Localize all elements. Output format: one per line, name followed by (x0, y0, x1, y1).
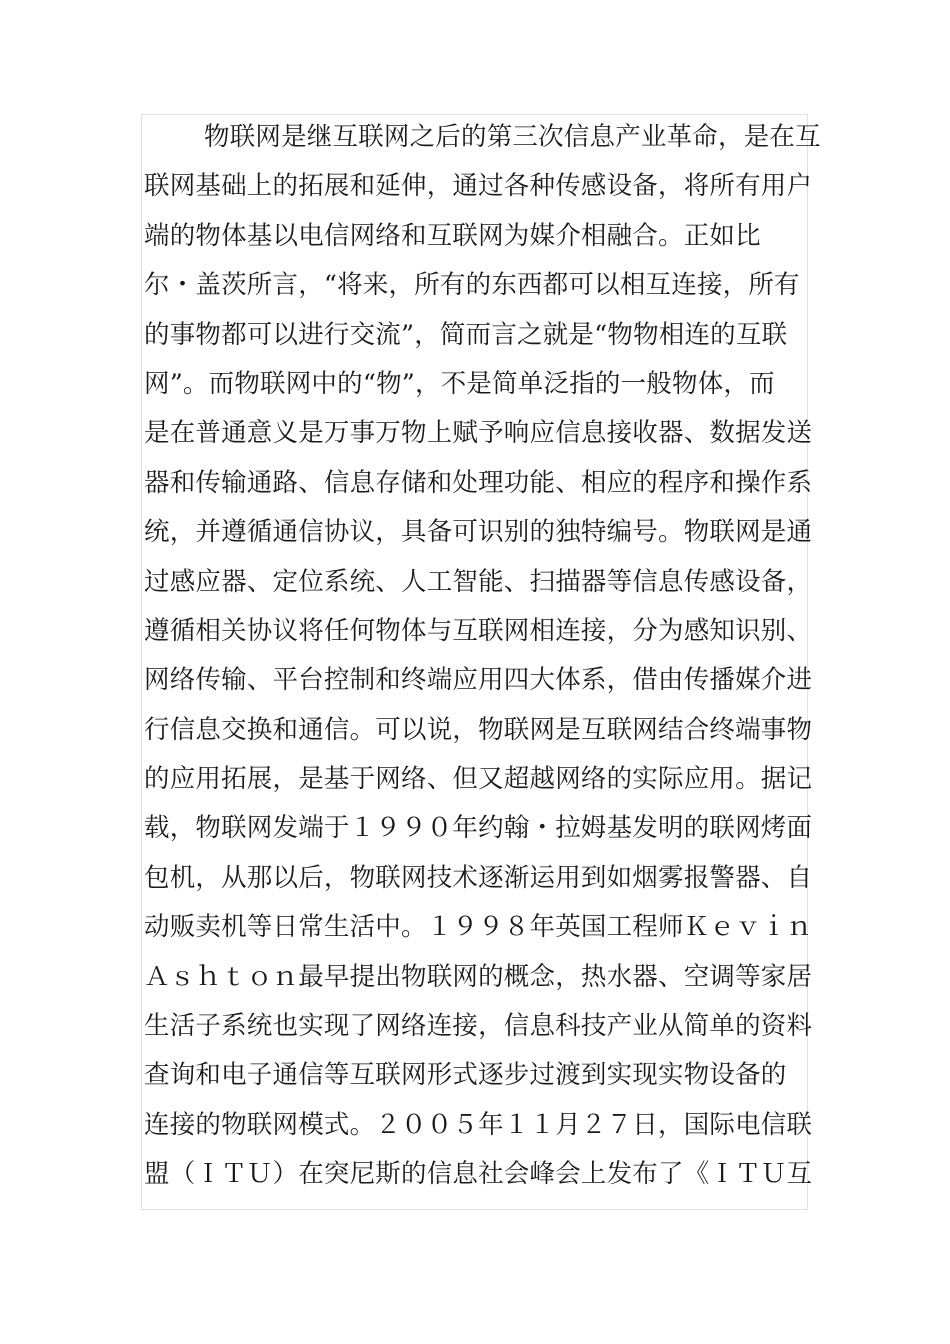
text-line: 网络传输、平台控制和终端应用四大体系，借由传播媒介进 (144, 665, 813, 696)
text-line: 载，物联网发端于１９９０年约翰・拉姆基发明的联网烤面 (144, 813, 813, 844)
text-line: 尔・盖茨所言，“将来，所有的东西都可以相互连接，所有 (144, 270, 800, 301)
text-line: 联网基础上的拓展和延伸，通过各种传感设备，将所有用户 (144, 171, 813, 202)
body-paragraph (144, 113, 821, 1200)
text-line: 遵循相关协议将任何物体与互联网相连接，分为感知识别、 (144, 615, 813, 646)
text-line: 的事物都可以进行交流”，简而言之就是“物物相连的互联 (144, 319, 788, 350)
text-line: 端的物体基以电信网络和互联网为媒介相融合。正如比 (144, 220, 761, 251)
text-line: 网”。而物联网中的“物”，不是简单泛指的一般物体，而 (144, 368, 775, 399)
text-line: 统，并遵循通信协议，具备可识别的独特编号。物联网是通 (144, 517, 813, 548)
text-line: 包机，从那以后，物联网技术逐渐运用到如烟雾报警器、自 (144, 862, 813, 893)
text-line: 的应用拓展，是基于网络、但又超越网络的实际应用。据记 (144, 764, 813, 795)
text-line: 查询和电子通信等互联网形式逐步过渡到实现实物设备的 (144, 1060, 787, 1091)
text-line: 过感应器、定位系统、人工智能、扫描器等信息传感设备， (144, 566, 813, 597)
text-line: 行信息交换和通信。可以说，物联网是互联网结合终端事物 (144, 714, 813, 745)
text-line: 物联网是继互联网之后的第三次信息产业革命，是在互 (204, 122, 821, 152)
text-line: 盟（ＩＴＵ）在突尼斯的信息社会峰会上发布了《ＩＴＵ互 (144, 1159, 813, 1190)
text-line: 是在普通意义是万事万物上赋予响应信息接收器、数据发送 (144, 418, 813, 449)
text-line: 连接的物联网模式。２００５年１１月２７日，国际电信联 (144, 1109, 813, 1140)
text-line: 生活子系统也实现了网络连接，信息科技产业从简单的资料 (144, 1011, 813, 1042)
text-line: 动贩卖机等日常生活中。１９９８年英国工程师Ｋｅｖｉｎ (144, 912, 813, 943)
text-line: 器和传输通路、信息存储和处理功能、相应的程序和操作系 (144, 467, 813, 498)
text-line: Ａｓｈｔｏｎ最早提出物联网的概念，热水器、空调等家居 (144, 961, 813, 992)
